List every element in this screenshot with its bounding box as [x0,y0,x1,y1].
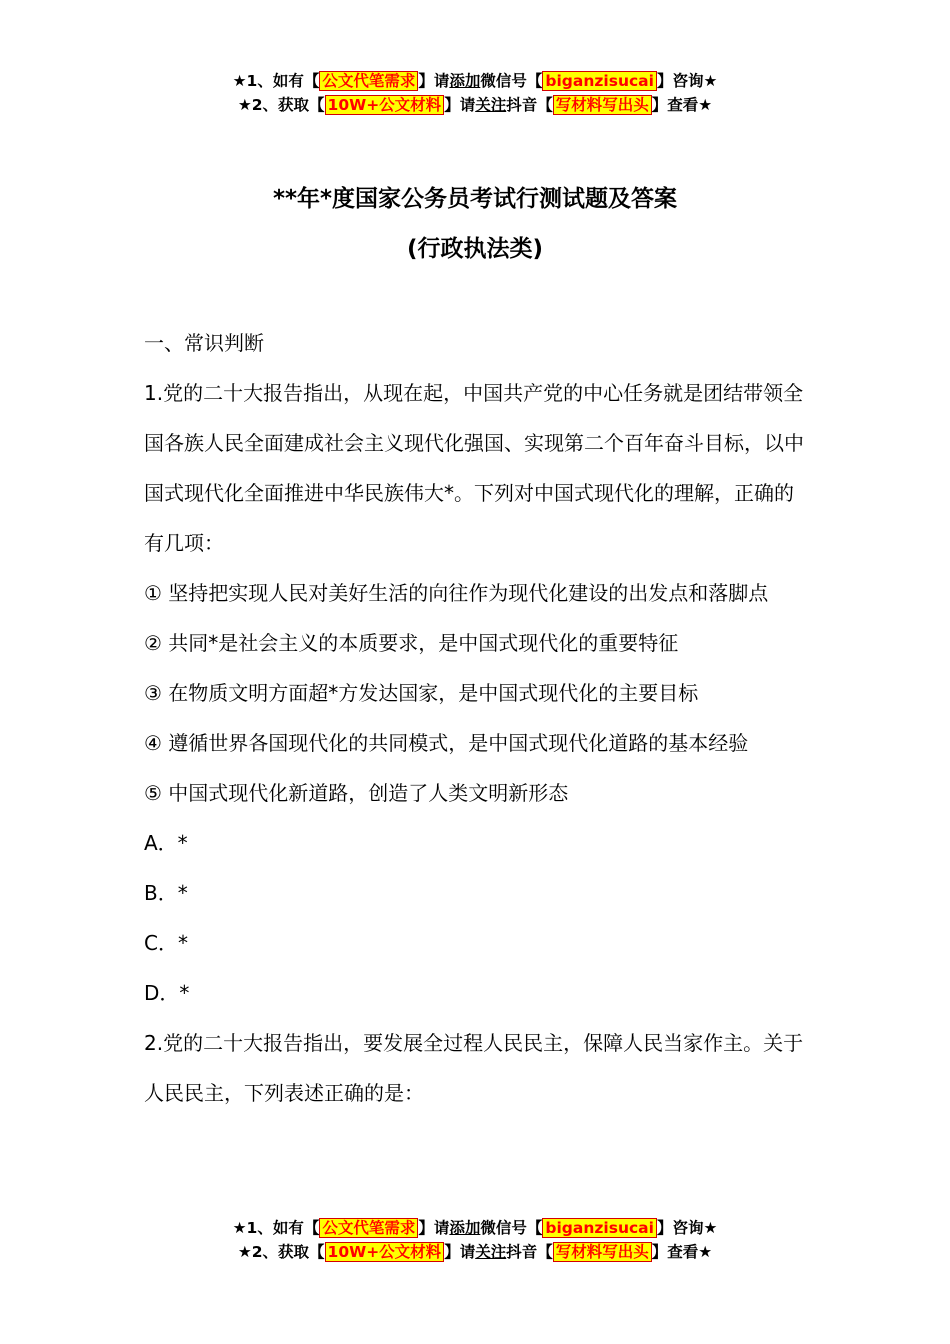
banner-highlight: biganzisucai [542,1218,657,1238]
q1-option-a: A．* [144,831,188,855]
q1-option-b: B．* [144,881,188,905]
q1-item: ② 共同*是社会主义的本质要求，是中国式现代化的重要特征 [144,631,679,655]
banner-text: ★2、获取【 [237,96,325,114]
banner-text: 抖音【 [506,96,553,114]
banner-text: 微信号【 [480,1219,543,1237]
question-2-stem: 2.党的二十大报告指出，要发展全过程人民民主，保障人民当家作主。关于人民民主，下列表述正确的是： [144,1031,804,1105]
banner-text: 】请 [418,1219,450,1237]
banner-text: 】请 [444,96,476,114]
document-subtitle: (行政执法类) [406,236,544,262]
banner-underlined-text: 添加 [449,72,481,90]
banner-highlight: 公文代笔需求 [319,1218,418,1238]
banner-line-1 [0,1216,950,1240]
section-heading: 一、常识判断 [144,331,264,355]
banner-highlight: biganzisucai [542,71,657,91]
banner-highlight: 写材料写出头 [553,95,652,115]
banner-highlight: 写材料写出头 [553,1242,652,1262]
banner-line-2 [0,93,950,117]
banner-text: 】查看★ [651,1243,713,1261]
footer-banner [0,1216,950,1264]
banner-highlight: 公文代笔需求 [319,71,418,91]
document-title: **年*度国家公务员考试行测试题及答案 [272,186,678,212]
banner-line-2 [0,1240,950,1264]
banner-text: 】查看★ [651,96,713,114]
question-1-stem: 1.党的二十大报告指出，从现在起，中国共产党的中心任务就是团结带领全国各族人民全面建成社会主义现代化强国、实现第二个百年奋斗目标，以中国式现代化全面推进中华民族伟大*。下列对中国式现代化的理解，正确的有几项： [144,381,804,555]
q1-item: ③ 在物质文明方面超*方发达国家，是中国式现代化的主要目标 [144,681,699,705]
document-body [144,318,809,1118]
banner-text: ★1、如有【 [232,1219,320,1237]
banner-text: ★1、如有【 [232,72,320,90]
banner-text: 】咨询★ [656,72,718,90]
banner-text: 微信号【 [480,72,543,90]
header-banner [0,69,950,117]
banner-text: 】咨询★ [656,1219,718,1237]
q1-item: ④ 遵循世界各国现代化的共同模式，是中国式现代化道路的基本经验 [144,731,749,755]
banner-text: ★2、获取【 [237,1243,325,1261]
banner-highlight: 10W+公文材料 [325,1242,445,1262]
q1-item: ⑤ 中国式现代化新道路，创造了人类文明新形态 [144,781,569,805]
banner-highlight: 10W+公文材料 [325,95,445,115]
q1-option-c: C．* [144,931,188,955]
banner-line-1 [0,69,950,93]
banner-text: 】请 [444,1243,476,1261]
banner-text: 】请 [418,72,450,90]
banner-underlined-text: 关注 [475,96,507,114]
banner-underlined-text: 添加 [449,1219,481,1237]
q1-item: ① 坚持把实现人民对美好生活的向往作为现代化建设的出发点和落脚点 [144,581,769,605]
q1-option-d: D．* [144,981,190,1005]
banner-text: 抖音【 [506,1243,553,1261]
banner-underlined-text: 关注 [475,1243,507,1261]
